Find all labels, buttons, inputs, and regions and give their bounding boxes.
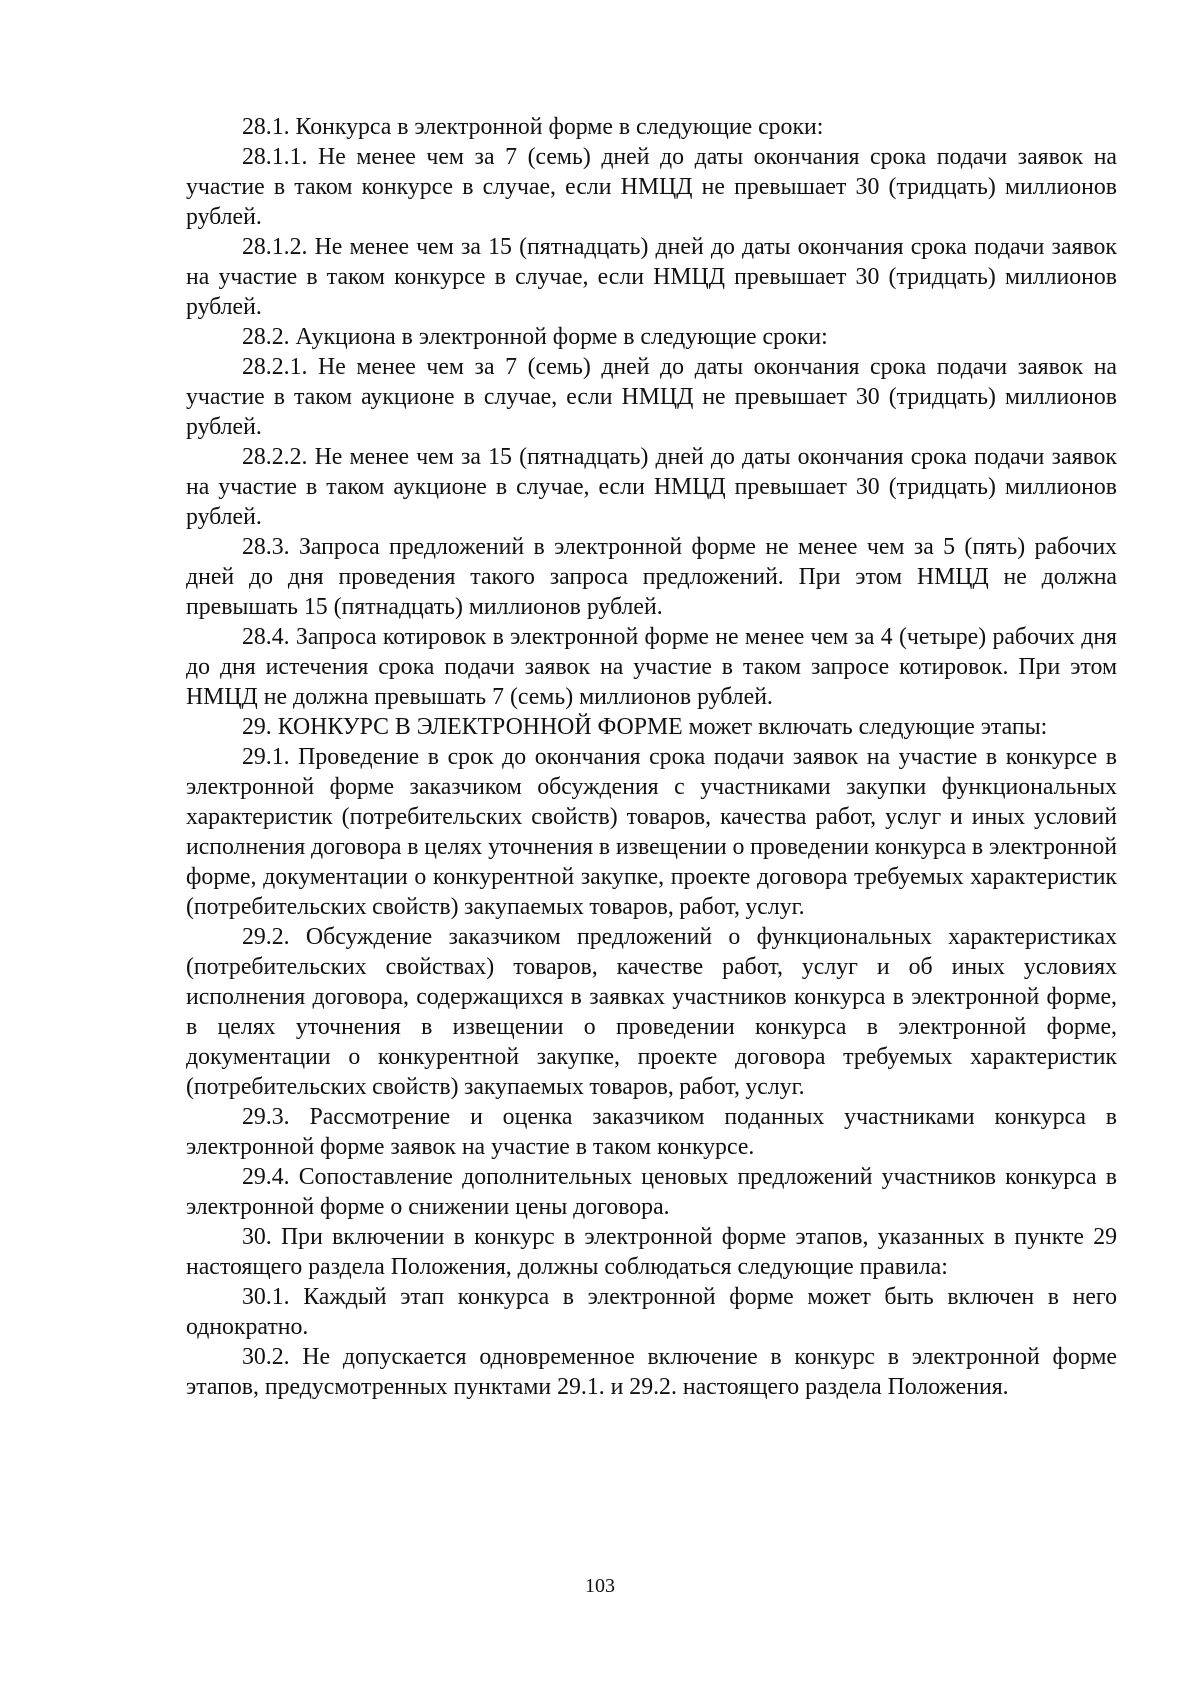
paragraph-28-3: 28.3. Запроса предложений в электронной форме не менее чем за 5 (пять) рабочих дней до дня проведения такого запроса предложений. При этом НМЦД не должна превышать 15 (пятнадцать) миллионов рублей. xyxy=(186,534,1117,620)
paragraph-29-3: 29.3. Рассмотрение и оценка заказчиком поданных участниками конкурса в электронной форме заявок на участие в таком конкурсе. xyxy=(186,1104,1117,1160)
paragraph-29: 29. КОНКУРС В ЭЛЕКТРОННОЙ ФОРМЕ может включать следующие этапы: xyxy=(242,714,1048,740)
paragraph-28-2-1: 28.2.1. Не менее чем за 7 (семь) дней до даты окончания срока подачи заявок на участие в таком аукционе в случае, если НМЦД не превышает 30 (тридцать) миллионов рублей. xyxy=(186,354,1117,440)
paragraph-28-2-2: 28.2.2. Не менее чем за 15 (пятнадцать) дней до даты окончания срока подачи заявок на участие в таком аукционе в случае, если НМЦД превышает 30 (тридцать) миллионов рублей. xyxy=(186,444,1117,530)
paragraph-30-2: 30.2. Не допускается одновременное включение в конкурс в электронной форме этапов, предусмотренных пунктами 29.1. и 29.2. настоящего раздела Положения. xyxy=(186,1344,1117,1400)
paragraph-28-2: 28.2. Аукциона в электронной форме в следующие сроки: xyxy=(242,324,828,350)
paragraph-29-1: 29.1. Проведение в срок до окончания срока подачи заявок на участие в конкурсе в электронной форме заказчиком обсуждения с участниками закупки функциональных характеристик (потребительских свойств) товаров, качества работ, услуг и иных условий исполнения договора в целях уточнения в извещении о проведении конкурса в электронной форме, документации о конкурентной закупке, проекте договора требуемых характеристик (потребительских свойств) закупаемых товаров, работ, услуг. xyxy=(186,744,1117,920)
paragraph-28-1: 28.1. Конкурса в электронной форме в следующие сроки: xyxy=(242,114,824,140)
document-body xyxy=(186,112,1117,1402)
paragraph-29-2: 29.2. Обсуждение заказчиком предложений о функциональных характеристиках (потребительских свойствах) товаров, качестве работ, услуг и об иных условиях исполнения договора, содержащихся в заявках участников конкурса в электронной форме, в целях уточнения в извещении о проведении конкурса в электронной форме, документации о конкурентной закупке, проекте договора требуемых характеристик (потребительских свойств) закупаемых товаров, работ, услуг. xyxy=(186,924,1117,1100)
paragraph-28-1-2: 28.1.2. Не менее чем за 15 (пятнадцать) дней до даты окончания срока подачи заявок на участие в таком конкурсе в случае, если НМЦД превышает 30 (тридцать) миллионов рублей. xyxy=(186,234,1117,320)
paragraph-28-1-1: 28.1.1. Не менее чем за 7 (семь) дней до даты окончания срока подачи заявок на участие в таком конкурсе в случае, если НМЦД не превышает 30 (тридцать) миллионов рублей. xyxy=(186,144,1117,230)
paragraph-28-4: 28.4. Запроса котировок в электронной форме не менее чем за 4 (четыре) рабочих дня до дня истечения срока подачи заявок на участие в таком запросе котировок. При этом НМЦД не должна превышать 7 (семь) миллионов рублей. xyxy=(186,624,1117,710)
paragraph-29-4: 29.4. Сопоставление дополнительных ценовых предложений участников конкурса в электронной форме о снижении цены договора. xyxy=(186,1164,1117,1220)
paragraph-30: 30. При включении в конкурс в электронной форме этапов, указанных в пункте 29 настоящего раздела Положения, должны соблюдаться следующие правила: xyxy=(186,1224,1117,1280)
page-number: 103 xyxy=(585,1575,615,1597)
paragraph-30-1: 30.1. Каждый этап конкурса в электронной форме может быть включен в него однократно. xyxy=(186,1284,1117,1340)
